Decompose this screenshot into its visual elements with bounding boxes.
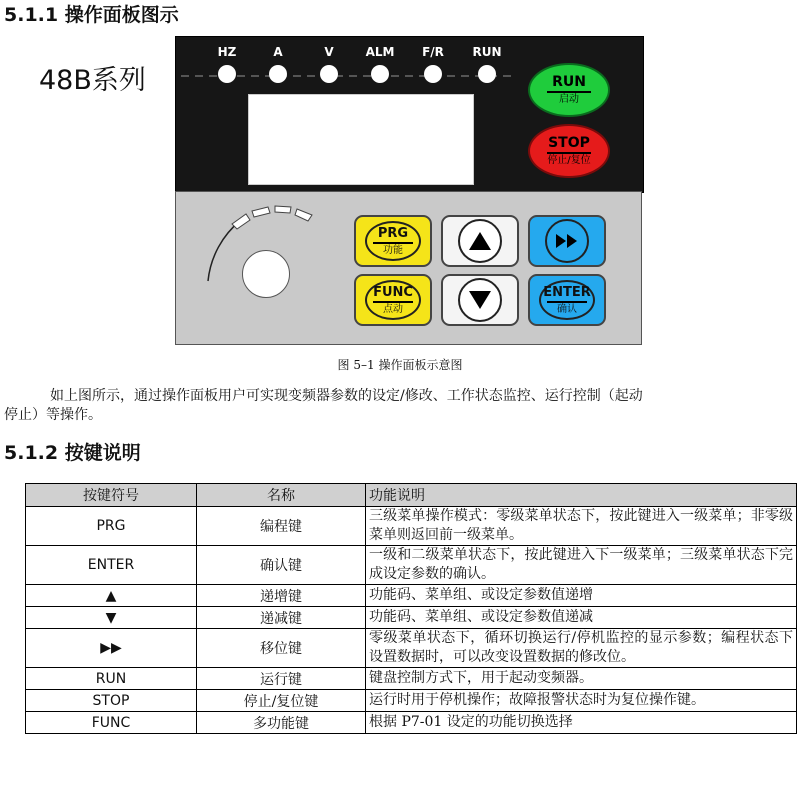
section-heading-keys: 5.1.2 按键说明 [4, 442, 141, 464]
figure-caption: 图 5–1 操作面板示意图 [337, 358, 463, 372]
key-name-cell: 多功能键 [197, 712, 366, 734]
indicator-label-run: RUN [472, 45, 502, 59]
indicator-label-hz: HZ [217, 45, 237, 59]
key-name-cell: 确认键 [197, 546, 366, 585]
table-row [26, 629, 797, 668]
stop-button-sublabel: 停止/复位 [547, 154, 591, 166]
run-button-sublabel: 启动 [559, 93, 579, 105]
shift-key[interactable] [528, 215, 606, 267]
key-name-cell: 编程键 [197, 507, 366, 546]
table-row [26, 668, 797, 690]
key-symbol-cell: ENTER [26, 546, 197, 585]
indicator-label-fr: F/R [422, 45, 444, 59]
panel-keypad-area [175, 191, 642, 345]
lcd-display [248, 94, 474, 185]
key-symbol-cell: PRG [26, 507, 197, 546]
panel-display-area [175, 36, 644, 193]
key-desc-cell: 键盘控制方式下，用于起动变频器。 [366, 668, 797, 690]
intro-paragraph-line2: 停止）等操作。 [4, 407, 102, 423]
stop-button-label: STOP [548, 134, 590, 151]
enter-key-label: ENTER [543, 284, 591, 300]
double-right-arrow-icon [554, 233, 580, 249]
stop-button[interactable] [528, 124, 610, 178]
prg-key-sublabel: 功能 [383, 244, 403, 256]
indicator-led-run [478, 65, 496, 83]
indicator-led-alm [371, 65, 389, 83]
key-desc-cell: 根据 P7-01 设定的功能切换选择 [366, 712, 797, 734]
table-row [26, 690, 797, 712]
run-button[interactable] [528, 63, 610, 117]
indicator-led-hz [218, 65, 236, 83]
series-label: 48B系列 [39, 65, 146, 96]
key-name-cell: 停止/复位键 [197, 690, 366, 712]
up-key[interactable] [441, 215, 519, 267]
key-symbol-cell: RUN [26, 668, 197, 690]
key-symbol-cell: ▼ [26, 607, 197, 629]
key-symbol-cell: STOP [26, 690, 197, 712]
intro-paragraph [4, 387, 800, 425]
table-header-symbol: 按键符号 [26, 484, 197, 507]
section-heading-panel: 5.1.1 操作面板图示 [4, 4, 179, 26]
prg-key-label: PRG [377, 225, 409, 241]
key-symbol-cell: ▶▶ [26, 629, 197, 668]
func-key[interactable] [354, 274, 432, 326]
enter-key[interactable] [528, 274, 606, 326]
key-name-cell: 递减键 [197, 607, 366, 629]
key-desc-cell: 功能码、菜单组、或设定参数值递增 [366, 585, 797, 607]
run-button-label: RUN [552, 73, 586, 90]
indicator-led-v [320, 65, 338, 83]
key-name-cell: 移位键 [197, 629, 366, 668]
key-description-table [25, 483, 797, 734]
table-row [26, 507, 797, 546]
down-key[interactable] [441, 274, 519, 326]
table-header-name: 名称 [197, 484, 366, 507]
key-symbol-cell: ▲ [26, 585, 197, 607]
indicator-led-fr [424, 65, 442, 83]
key-desc-cell: 运行时用于停机操作；故障报警状态时为复位操作键。 [366, 690, 797, 712]
key-desc-cell: 零级菜单状态下，循环切换运行/停机监控的显示参数；编程状态下设置数据时，可以改变设置数据的修改位。 [366, 629, 797, 668]
table-header-function: 功能说明 [366, 484, 797, 507]
intro-paragraph-line1: 如上图所示，通过操作面板用户可实现变频器参数的设定/修改、工作状态监控、运行控制（起动 [50, 388, 643, 404]
down-triangle-icon [467, 289, 493, 311]
indicator-label-a: A [273, 45, 283, 59]
table-row [26, 585, 797, 607]
up-triangle-icon [467, 230, 493, 252]
enter-key-sublabel: 确认 [557, 303, 577, 315]
table-row [26, 712, 797, 734]
table-header-row [26, 484, 797, 507]
indicator-led-a [269, 65, 287, 83]
key-desc-cell: 一级和二级菜单状态下，按此键进入下一级菜单；三级菜单状态下完成设定参数的确认。 [366, 546, 797, 585]
key-desc-cell: 功能码、菜单组、或设定参数值递减 [366, 607, 797, 629]
key-symbol-cell: FUNC [26, 712, 197, 734]
indicator-label-alm: ALM [365, 45, 395, 59]
func-key-sublabel: 点动 [383, 303, 403, 315]
key-name-cell: 运行键 [197, 668, 366, 690]
potentiometer-knob[interactable] [242, 250, 290, 298]
key-desc-cell: 三级菜单操作模式：零级菜单状态下，按此键进入一级菜单；非零级菜单则返回前一级菜单。 [366, 507, 797, 546]
func-key-label: FUNC [373, 284, 413, 300]
key-name-cell: 递增键 [197, 585, 366, 607]
table-row [26, 546, 797, 585]
indicator-label-v: V [324, 45, 334, 59]
table-row [26, 607, 797, 629]
prg-key[interactable] [354, 215, 432, 267]
